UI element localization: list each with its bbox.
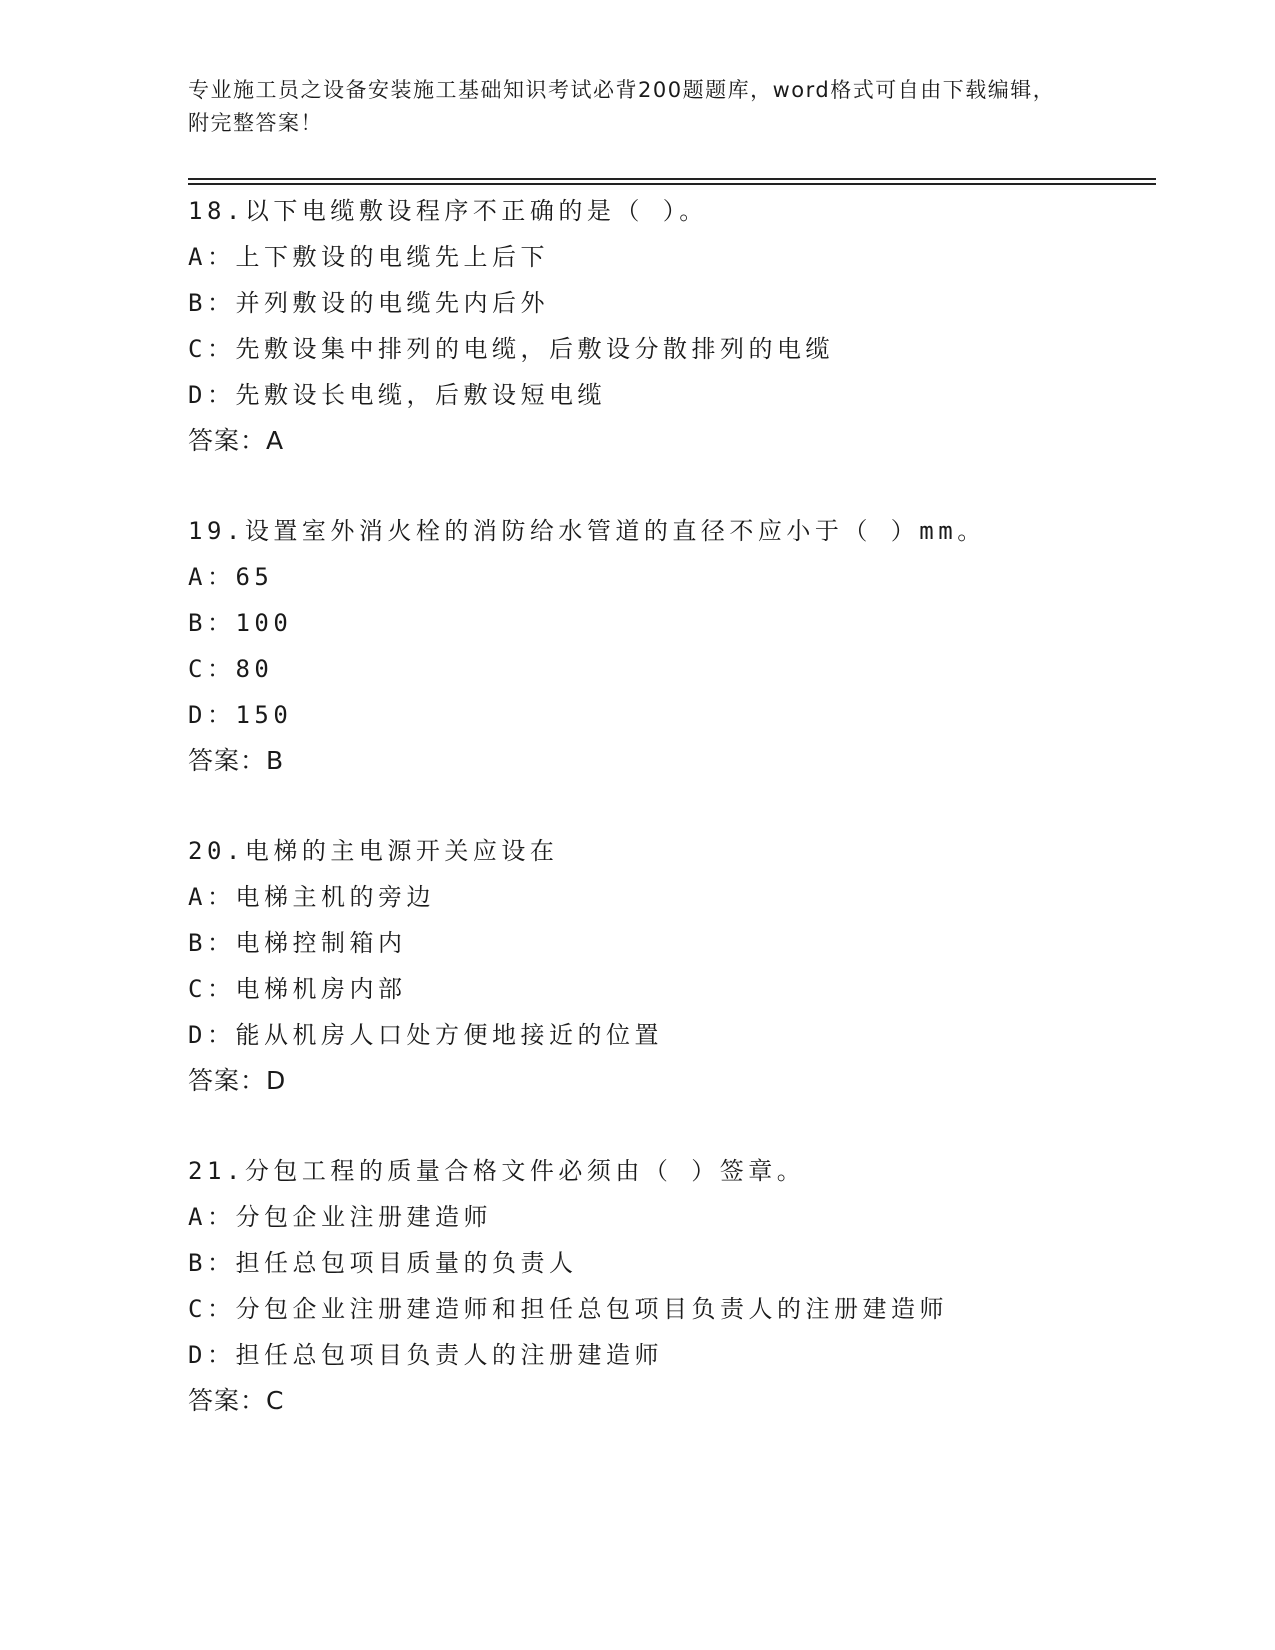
option-c: C：电梯机房内部 <box>188 975 407 1003</box>
option-d: D：先敷设长电缆，后敷设短电缆 <box>188 381 606 409</box>
question-stem: 19.设置室外消火栓的消防给水管道的直径不应小于（ ）mm。 <box>188 517 986 545</box>
document-title: 专业施工员之设备安装施工基础知识考试必背200题题库，word格式可自由下载编辑，附完整答案！ <box>188 78 1056 135</box>
answer-label: 答案：C <box>188 1386 285 1415</box>
question-stem: 18.以下电缆敷设程序不正确的是（ ）。 <box>188 197 708 225</box>
option-a: A：电梯主机的旁边 <box>188 883 435 911</box>
option-b: B：并列敷设的电缆先内后外 <box>188 289 549 317</box>
question-21 <box>188 1148 1168 1424</box>
option-b: B：100 <box>188 609 293 637</box>
question-19 <box>188 508 1168 784</box>
option-a: A：65 <box>188 563 274 591</box>
option-d: D：担任总包项目负责人的注册建造师 <box>188 1341 663 1369</box>
question-20 <box>188 828 1168 1104</box>
header-divider-bottom <box>188 183 1156 185</box>
option-c: C：80 <box>188 655 274 683</box>
answer-label: 答案：B <box>188 746 285 775</box>
option-c: C：先敷设集中排列的电缆，后敷设分散排列的电缆 <box>188 335 834 363</box>
header-divider-top <box>188 178 1156 180</box>
option-b: B：担任总包项目质量的负责人 <box>188 1249 578 1277</box>
option-a: A：上下敷设的电缆先上后下 <box>188 243 549 271</box>
answer-label: 答案：A <box>188 426 285 455</box>
question-18 <box>188 188 1168 464</box>
option-a: A：分包企业注册建造师 <box>188 1203 492 1231</box>
option-b: B：电梯控制箱内 <box>188 929 407 957</box>
option-d: D：能从机房人口处方便地接近的位置 <box>188 1021 663 1049</box>
answer-label: 答案：D <box>188 1066 287 1095</box>
question-stem: 21.分包工程的质量合格文件必须由（ ）签章。 <box>188 1157 806 1185</box>
option-d: D：150 <box>188 701 293 729</box>
option-c: C：分包企业注册建造师和担任总包项目负责人的注册建造师 <box>188 1295 948 1323</box>
question-stem: 20.电梯的主电源开关应设在 <box>188 837 559 865</box>
